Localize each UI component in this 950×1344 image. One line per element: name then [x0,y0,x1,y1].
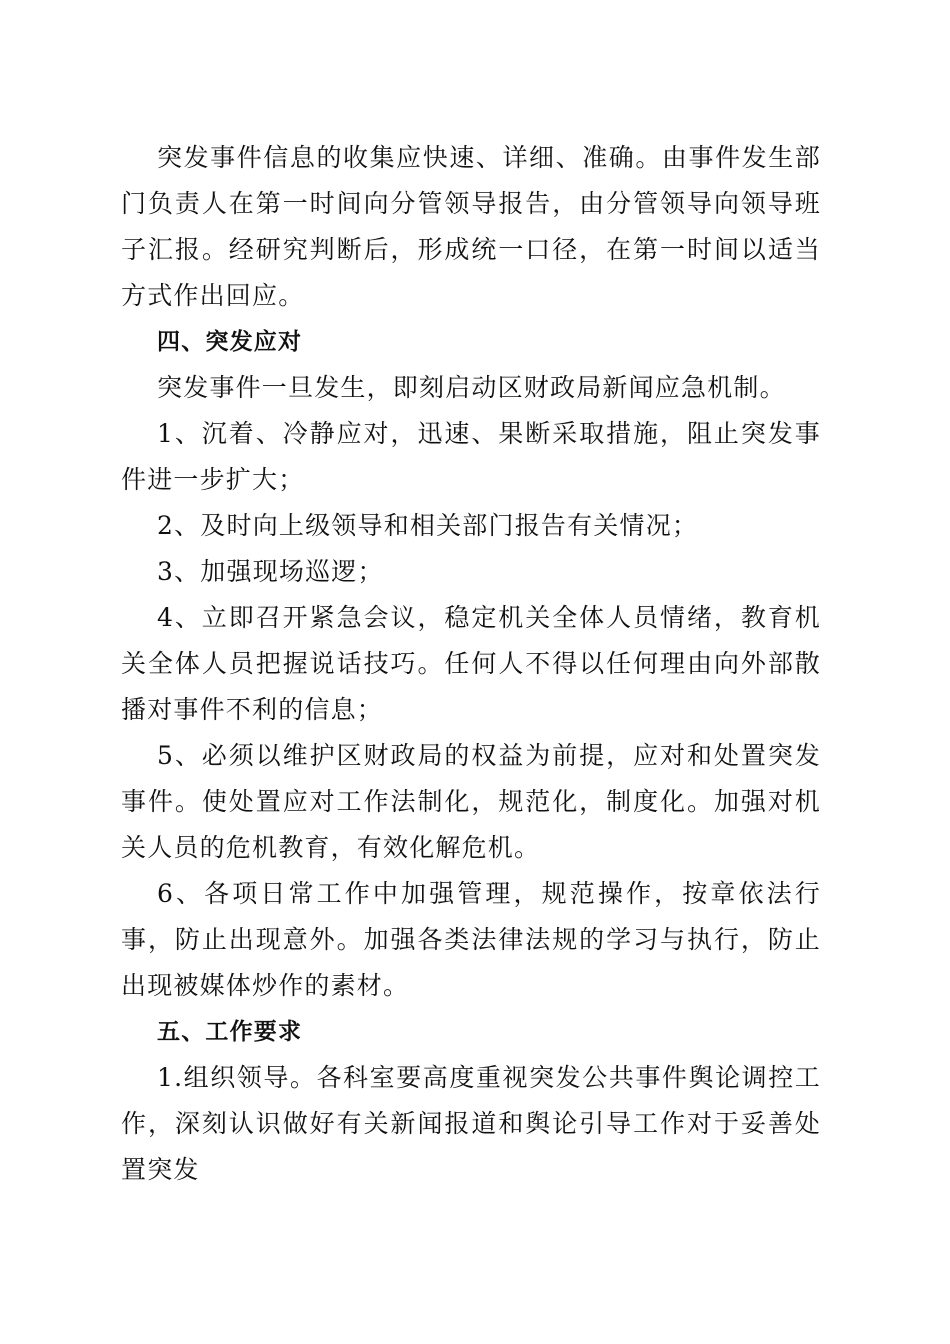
paragraph-mechanism-start: 突发事件一旦发生，即刻启动区财政局新闻应急机制。 [157,373,786,402]
paragraph-organization-leadership: 1.组织领导。各科室要高度重视突发公共事件舆论调控工作，深刻认识做好有关新闻报道和舆论引导工作对于妥善处置突发 [121,1063,821,1184]
paragraph-info-collection: 突发事件信息的收集应快速、详细、准确。由事件发生部门负责人在第一时间向分管领导报告，由分管领导向领导班子汇报。经研究判断后，形成统一口径，在第一时间以适当方式作出回应。 [121,143,821,310]
section-heading-work-requirements: 五、工作要求 [157,1019,303,1045]
list-item-5: 5、必须以维护区财政局的权益为前提，应对和处置突发事件。使处置应对工作法制化，规范化，制度化。加强对机关人员的危机教育，有效化解危机。 [121,741,821,862]
section-heading-emergency-response: 四、突发应对 [157,329,303,355]
list-item-2: 2、及时向上级领导和相关部门报告有关情况； [157,511,699,540]
list-item-4: 4、立即召开紧急会议，稳定机关全体人员情绪，教育机关全体人员把握说话技巧。任何人不得以任何理由向外部散播对事件不利的信息； [121,603,821,724]
list-item-6: 6、各项日常工作中加强管理，规范操作，按章依法行事，防止出现意外。加强各类法律法规的学习与执行，防止出现被媒体炒作的素材。 [121,879,821,1000]
list-item-3: 3、加强现场巡逻； [157,557,384,586]
body-text [121,135,821,1193]
list-item-1: 1、沉着、冷静应对，迅速、果断采取措施，阻止突发事件进一步扩大； [121,419,821,494]
